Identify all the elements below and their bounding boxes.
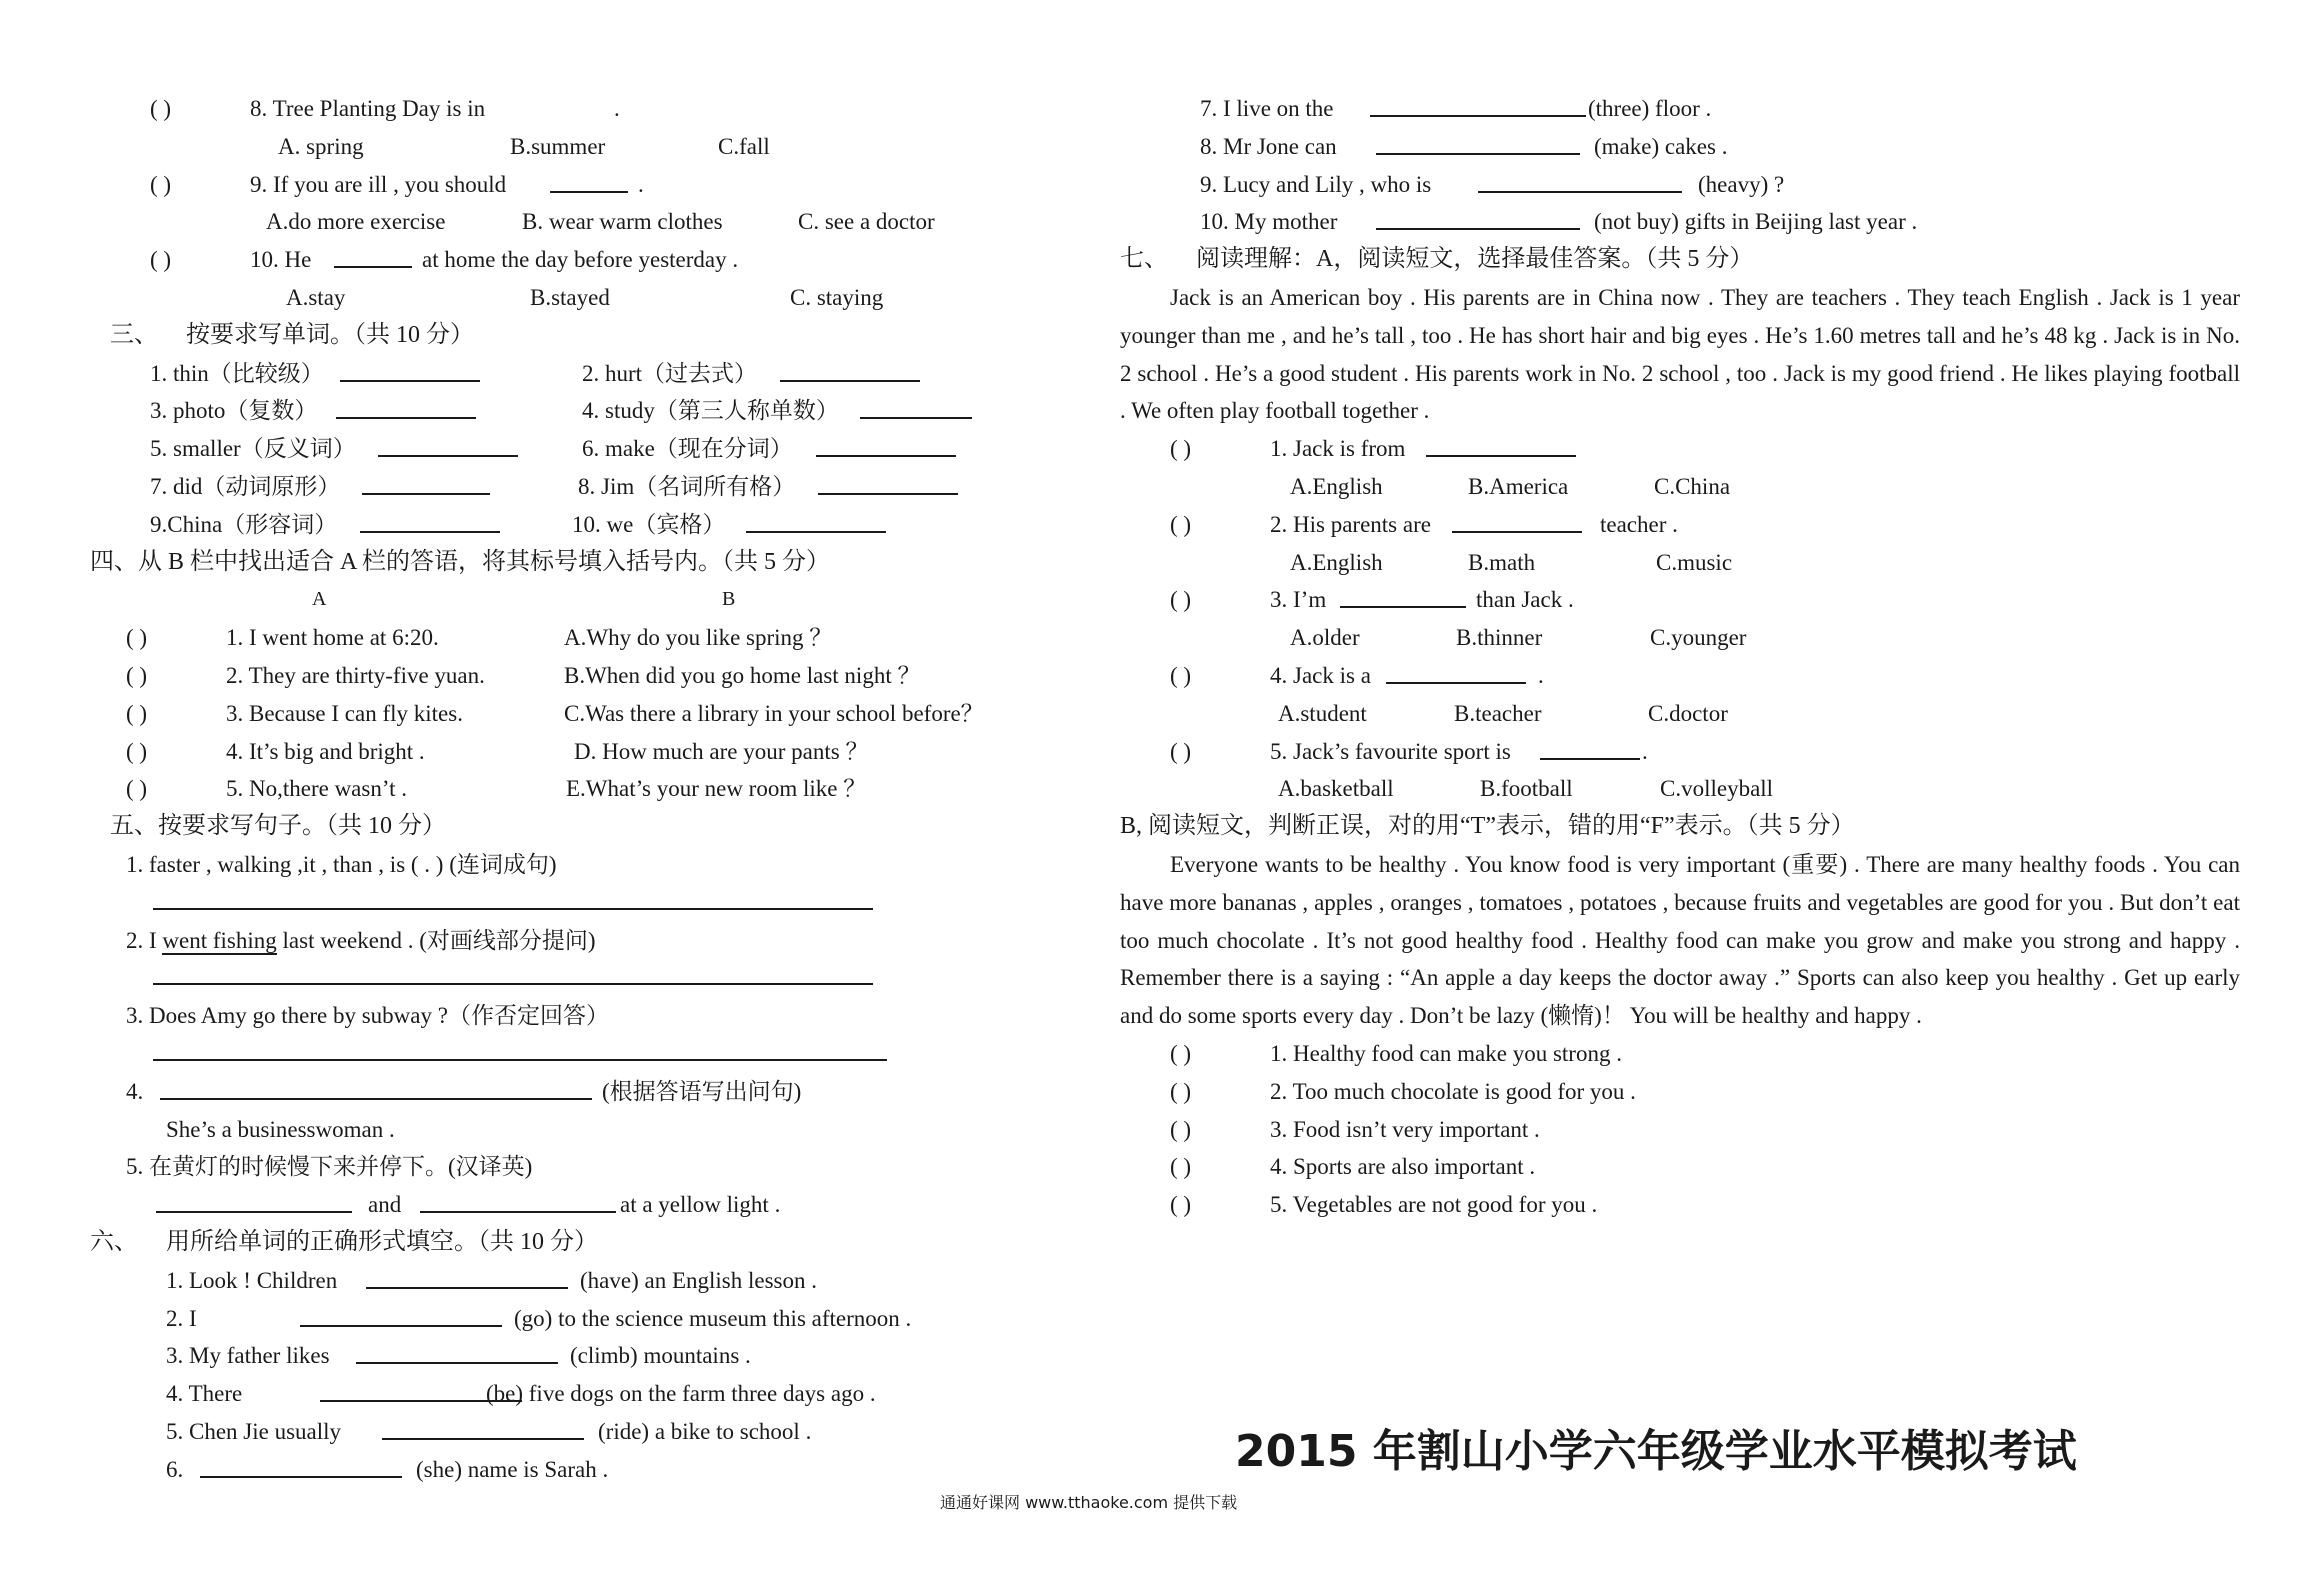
- section-6-heading: 六、 用所给单词的正确形式填空。（共 10 分）: [90, 1228, 598, 1255]
- section-3-heading: 三、 按要求写单词。（共 10 分）: [110, 321, 474, 348]
- reading-question-2: ( ) 2. His parents are teacher .: [1120, 506, 2240, 544]
- answer-line-row: [90, 959, 1050, 997]
- answer-bracket[interactable]: ( ): [1170, 1078, 1192, 1104]
- answer-blank[interactable]: [200, 1451, 402, 1478]
- option-a: A. spring: [278, 133, 364, 159]
- option-c: C.fall: [718, 133, 770, 159]
- exam-title: 2015 年割山小学六年级学业水平模拟考试: [1235, 1426, 2077, 1477]
- answer-blank[interactable]: [860, 392, 972, 419]
- question-9-options: [90, 203, 1050, 241]
- matching-row: ( ) 5. No,there wasn’t . E.What’s your new room like ？: [90, 770, 1050, 808]
- answer-bracket[interactable]: ( ): [1170, 738, 1192, 764]
- tf-question-2: ( ) 2. Too much chocolate is good for you .: [1120, 1073, 2240, 1111]
- question-10: ( ) 10. He at home the day before yesterday .: [90, 241, 1050, 279]
- section-4-heading: 四、从 B 栏中找出适合 A 栏的答语，将其标号填入括号内。（共 5 分）: [90, 548, 831, 575]
- fill-item-6: 6. (she) name is Sarah .: [90, 1451, 1050, 1489]
- question-8-options: [90, 128, 1050, 166]
- answer-blank[interactable]: [1386, 657, 1526, 684]
- matching-row: ( ) 3. Because I can fly kites. C.Was there a library in your school before？: [90, 695, 1050, 733]
- answer-blank[interactable]: [1370, 90, 1586, 117]
- column-labels: [90, 581, 1050, 619]
- matching-row: ( ) 4. It’s big and bright . D. How much are your pants ？: [90, 733, 1050, 771]
- answer-bracket[interactable]: ( ): [1170, 436, 1192, 462]
- sentence-item-2: 2. I went fishing last weekend . (对画线部分提问): [126, 927, 596, 953]
- question-stem: 8. Tree Planting Day is in: [250, 96, 486, 121]
- sentence-item-5-answer: and at a yellow light .: [90, 1186, 1050, 1224]
- question-stem: 10. He: [250, 247, 312, 273]
- fill-item-9: 9. Lucy and Lily , who is (heavy) ?: [1120, 166, 2240, 204]
- answer-blank[interactable]: [366, 1262, 568, 1289]
- fill-item-5: 5. Chen Jie usually (ride) a bike to school .: [90, 1413, 1050, 1451]
- reading-question-5: ( ) 5. Jack’s favourite sport is .: [1120, 733, 2240, 771]
- tf-question-5: ( ) 5. Vegetables are not good for you .: [1120, 1186, 2240, 1224]
- answer-blank[interactable]: [1478, 166, 1682, 193]
- underlined-phrase: went fishing: [162, 927, 277, 953]
- option-a: A.stay: [286, 284, 346, 310]
- answer-blank[interactable]: [1376, 128, 1580, 155]
- answer-blank[interactable]: [1426, 430, 1576, 457]
- answer-blank[interactable]: [378, 430, 518, 457]
- answer-bracket[interactable]: ( ): [1170, 1154, 1192, 1180]
- matching-row: ( ) 2. They are thirty-five yuan. B.When did you go home last night ？: [90, 657, 1050, 695]
- option-c: C. see a doctor: [798, 209, 935, 235]
- column-b-label: B: [722, 588, 736, 611]
- reading-question-2-options: A.English B.math C.music: [1290, 549, 1733, 575]
- tf-question-1: ( ) 1. Healthy food can make you strong .: [1120, 1035, 2240, 1073]
- answer-blank[interactable]: [300, 1300, 502, 1327]
- section-7b-heading: B, 阅读短文，判断正误，对的用“T”表示，错的用“F”表示。（共 5 分）: [1120, 813, 1855, 840]
- option-a: A.do more exercise: [266, 209, 446, 235]
- sentence-item-4-answer: She’s a businesswoman .: [166, 1116, 395, 1142]
- answer-blank[interactable]: [336, 392, 476, 419]
- answer-blank[interactable]: [780, 355, 920, 382]
- sentence-item-1: 1. faster , walking ,it , than , is ( . ) (连词成句): [126, 851, 557, 877]
- answer-line[interactable]: [153, 908, 873, 910]
- word-row: 3. photo（复数） 4. study（第三人称单数）: [90, 392, 1050, 430]
- answer-blank[interactable]: [334, 241, 412, 268]
- fill-item-10: 10. My mother (not buy) gifts in Beijing last year .: [1120, 203, 2240, 241]
- answer-bracket[interactable]: ( ): [126, 625, 148, 651]
- fill-item-7: 7. I live on the (three) floor .: [1120, 90, 2240, 128]
- answer-blank[interactable]: [1376, 203, 1580, 230]
- answer-line[interactable]: [153, 1059, 887, 1061]
- answer-blank[interactable]: [340, 355, 480, 382]
- answer-line-row: [90, 884, 1050, 922]
- answer-bracket[interactable]: ( ): [1170, 511, 1192, 537]
- answer-blank[interactable]: [160, 1073, 592, 1100]
- answer-bracket[interactable]: ( ): [1170, 1116, 1192, 1142]
- question-8: ( ) 8. Tree Planting Day is in .: [90, 90, 1050, 128]
- fill-item-2: 2. I (go) to the science museum this afternoon .: [90, 1300, 1050, 1338]
- option-b: B.stayed: [530, 284, 610, 310]
- question-9: ( ) 9. If you are ill , you should .: [90, 166, 1050, 204]
- answer-blank[interactable]: [362, 468, 490, 495]
- answer-line-row: [90, 1035, 1050, 1073]
- fill-item-4: 4. There (be) five dogs on the farm three days ago .: [90, 1375, 1050, 1413]
- tf-question-3: ( ) 3. Food isn’t very important .: [1120, 1111, 2240, 1149]
- answer-bracket[interactable]: ( ): [1170, 1040, 1192, 1066]
- answer-blank[interactable]: [156, 1186, 352, 1213]
- reading-question-3: ( ) 3. I’m than Jack .: [1120, 581, 2240, 619]
- answer-bracket[interactable]: ( ): [1170, 662, 1192, 688]
- answer-blank[interactable]: [382, 1413, 584, 1440]
- answer-blank[interactable]: [818, 468, 958, 495]
- sentence-item-5: 5. 在黄灯的时候慢下来并停下。(汉译英): [126, 1154, 533, 1180]
- answer-bracket[interactable]: ( ): [150, 247, 172, 273]
- passage-b: Everyone wants to be healthy . You know food is very important (重要) . There are many healthy foods . You can have more bananas , apples , oranges , tomatoes , potatoes , because fruits and vegetables are good for you . But don’t eat too much chocolate . It’s not good healthy food . Healthy food can make you grow and make you strong and happy . Remember there is a saying : “An apple a day keeps the doctor away .” Sports can also keep you healthy . Get up early and do some sports every day . Don’t be lazy (懒惰)！ You will be healthy and happy .: [1120, 851, 2240, 1029]
- answer-blank[interactable]: [1452, 506, 1582, 533]
- answer-bracket[interactable]: ( ): [150, 96, 172, 121]
- reading-question-4-options: A.student B.teacher C.doctor: [1278, 700, 1728, 726]
- sentence-item-3: 3. Does Amy go there by subway ?（作否定回答）: [126, 1003, 609, 1029]
- answer-bracket[interactable]: ( ): [1170, 587, 1192, 613]
- passage-a: Jack is an American boy . His parents are in China now . They are teachers . They teach English . Jack is 1 year younger than me , and he’s tall , too . He has short hair and big eyes . He’s 1.60 metres tall and he’s 48 kg . Jack is in No. 2 school . He’s a good student . His parents work in No. 2 school , too . Jack is my good friend . He likes playing football . We often play football together .: [1120, 284, 2240, 424]
- answer-blank[interactable]: [746, 506, 886, 533]
- question-10-options: [90, 279, 1050, 317]
- word-row: 1. thin（比较级） 2. hurt（过去式）: [90, 355, 1050, 393]
- column-a-label: A: [312, 588, 327, 611]
- word-row: 7. did（动词原形） 8. Jim（名词所有格）: [90, 468, 1050, 506]
- answer-blank[interactable]: [360, 506, 500, 533]
- answer-blank[interactable]: [356, 1337, 558, 1364]
- option-b: B.summer: [510, 133, 606, 159]
- sentence-item-4: 4. (根据答语写出问句): [90, 1073, 1050, 1111]
- answer-bracket[interactable]: ( ): [150, 171, 172, 197]
- option-c: C. staying: [790, 284, 884, 310]
- question-stem: 9. If you are ill , you should: [250, 171, 507, 197]
- reading-question-3-options: A.older B.thinner C.younger: [1290, 625, 1747, 651]
- answer-blank[interactable]: [816, 430, 956, 457]
- reading-question-1: ( ) 1. Jack is from: [1120, 430, 2240, 468]
- fill-item-8: 8. Mr Jone can (make) cakes .: [1120, 128, 2240, 166]
- matching-row: ( ) 1. I went home at 6:20. A.Why do you like spring ？: [90, 619, 1050, 657]
- answer-bracket[interactable]: ( ): [126, 700, 148, 726]
- answer-bracket[interactable]: ( ): [126, 776, 148, 802]
- reading-question-1-options: A.English B.America C.China: [1290, 473, 1731, 499]
- word-row: 9.China（形容词） 10. we（宾格）: [90, 506, 1050, 544]
- answer-blank[interactable]: [550, 166, 628, 193]
- answer-bracket[interactable]: ( ): [1170, 1192, 1192, 1218]
- reading-question-4: ( ) 4. Jack is a .: [1120, 657, 2240, 695]
- fill-item-1: 1. Look ! Children (have) an English lesson .: [90, 1262, 1050, 1300]
- left-column: [90, 90, 1050, 1488]
- answer-blank[interactable]: [1340, 581, 1466, 608]
- option-b: B. wear warm clothes: [522, 209, 723, 235]
- word-row: 5. smaller（反义词） 6. make（现在分词）: [90, 430, 1050, 468]
- fill-item-3: 3. My father likes (climb) mountains .: [90, 1337, 1050, 1375]
- reading-question-5-options: A.basketball B.football C.volleyball: [1278, 776, 1774, 802]
- answer-line[interactable]: [153, 983, 873, 985]
- answer-bracket[interactable]: ( ): [126, 662, 148, 688]
- tf-question-4: ( ) 4. Sports are also important .: [1120, 1148, 2240, 1186]
- answer-blank[interactable]: [1540, 733, 1640, 760]
- answer-bracket[interactable]: ( ): [126, 738, 148, 764]
- right-column: [1120, 90, 2240, 1224]
- footer-credit: 通通好课网 www.tthaoke.com 提供下载: [940, 1493, 1238, 1512]
- section-7-heading: 七、 阅读理解：A，阅读短文，选择最佳答案。（共 5 分）: [1120, 246, 1754, 273]
- answer-blank[interactable]: [420, 1186, 616, 1213]
- section-5-heading: 五、按要求写句子。（共 10 分）: [110, 813, 446, 840]
